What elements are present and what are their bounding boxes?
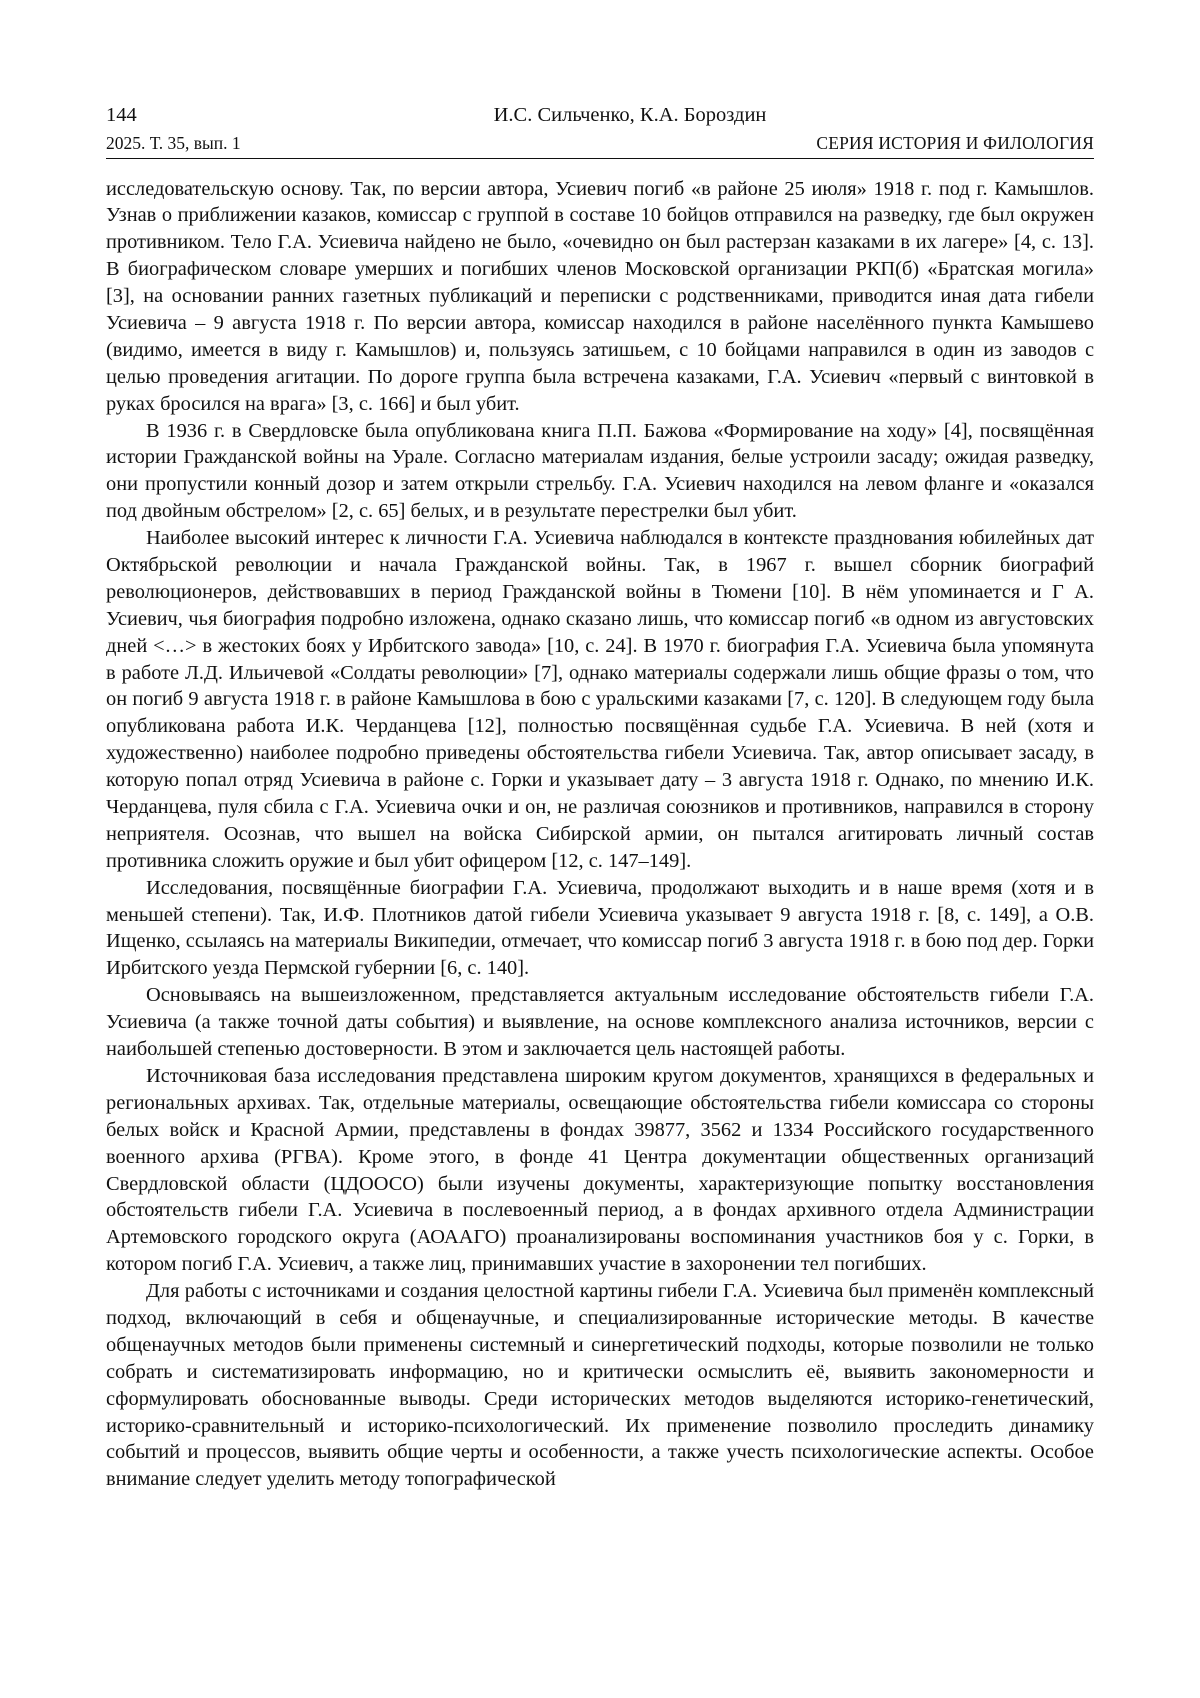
article-body (106, 176, 1094, 1494)
paragraph: Основываясь на вышеизложенном, представляется актуальным исследование обстоятельств гибели Г.А. Усиевича (а также точной даты события) и выявление, на основе комплексного анализа источников, версии с наибольшей степенью достоверности. В этом и заключается цель настоящей работы. (106, 984, 1094, 1061)
journal-issue: 2025. Т. 35, вып. 1 (106, 132, 241, 153)
paragraph: Наиболее высокий интерес к личности Г.А. Усиевича наблюдался в контексте празднования юбилейных дат Октябрьской революции и начала Гражданской войны. Так, в 1967 г. вышел сборник биографий революционеров, действовавших в период Гражданской войны в Тюмени [10]. В нём упоминается и Г А. Усиевич, чья биография подробно изложена, однако сказано лишь, что комиссар погиб «в одном из августовских дней <…> в жестоких боях у Ирбитского завода» [10, с. 24]. В 1970 г. биография Г.А. Усиевича была упомянута в работе Л.Д. Ильичевой «Солдаты революции» [7], однако материалы содержали лишь общие фразы о том, что он погиб 9 августа 1918 г. в районе Камышлова в бою с уральскими казаками [7, с. 120]. В следующем году была опубликована работа И.К. Черданцева [12], полностью посвящённая судьбе Г.А. Усиевича. В ней (хотя и художественно) наиболее подробно приведены обстоятельства гибели Усиевича. Так, автор описывает засаду, в которую попал отряд Усиевича в районе с. Горки и указывает дату – 3 августа 1918 г. Однако, по мнению И.К. Черданцева, пуля сбила с Г.А. Усиевича очки и он, не различая союзников и противников, направился в сторону неприятеля. Осознав, что вышел на войска Сибирской армии, он пытался агитировать личный состав противника сложить оружие и был убит офицером [12, с. 147–149]. (106, 527, 1094, 872)
paragraph: Источниковая база исследования представлена широким кругом документов, хранящихся в федеральных и региональных архивах. Так, отдельные материалы, освещающие обстоятельства гибели комиссара со стороны белых войск и Красной Армии, представлены в фондах 39877, 3562 и 1334 Российского государственного военного архива (РГВА). Кроме этого, в фонде 41 Центра документации общественных организаций Свердловской области (ЦДООСО) были изучены документы, характеризующие попытку восстановления обстоятельств гибели Г.А. Усиевича в послевоенный период, а в фондах архивного отдела Администрации Артемовского городского округа (АОААГО) проанализированы воспоминания участников боя у с. Горки, в котором погиб Г.А. Усиевич, а также лиц, принимавших участие в захоронении тел погибших. (106, 1064, 1094, 1276)
paragraph: Для работы с источниками и создания целостной картины гибели Г.А. Усиевича был применён комплексный подход, включающий в себя и общенаучные, и специализированные исторические методы. В качестве общенаучных методов были применены системный и синергетический подходы, которые позволили не только собрать и систематизировать информацию, но и критически осмыслить её, выявить закономерности и сформулировать обоснованные выводы. Среди исторических методов выделяются историко-генетический, историко-сравнительный и историко-психологический. Их применение позволило проследить динамику событий и процессов, выявить общие черты и особенности, а также учесть психологические аспекты. Особое внимание следует уделить методу топографической (106, 1280, 1094, 1491)
paragraph: исследовательскую основу. Так, по версии автора, Усиевич погиб «в районе 25 июля» 1918 г. под г. Камышлов. Узнав о приближении казаков, комиссар с группой в составе 10 бойцов отправился на разведку, где был окружен противником. Тело Г.А. Усиевича найдено не было, «очевидно он был растерзан казаками в их лагере» [4, с. 13]. В биографическом словаре умерших и погибших членов Московской организации РКП(б) «Братская могила» [3], на основании ранних газетных публикаций и переписки с родственниками, приводится иная дата гибели Усиевича – 9 августа 1918 г. По версии автора, комиссар находился в районе населённого пункта Камышево (видимо, имеется в виду г. Камышлов) и, пользуясь затишьем, с 10 бойцами направился в один из заводов с целью проведения агитации. По дороге группа была встречена казаками, Г.А. Усиевич «первый с винтовкой в руках бросился на врага» [3, с. 166] и был убит. (106, 177, 1094, 415)
page-header (106, 104, 1094, 127)
page-subheader (106, 133, 1094, 159)
page-number: 144 (106, 104, 137, 126)
paragraph: Исследования, посвящённые биографии Г.А. Усиевича, продолжают выходить и в наше время (хотя и в меньшей степени). Так, И.Ф. Плотников датой гибели Усиевича указывает 9 августа 1918 г. [8, с. 149], а О.В. Ищенко, ссылаясь на материалы Википедии, отмечает, что комиссар погиб 3 августа 1918 г. в бою под дер. Горки Ирбитского уезда Пермской губернии [6, с. 140]. (106, 876, 1094, 980)
paragraph: В 1936 г. в Свердловске была опубликована книга П.П. Бажова «Формирование на ходу» [4], посвящённая истории Гражданской войны на Урале. Согласно материалам издания, белые устроили засаду; ожидая разведку, они пропустили конный дозор и затем открыли стрельбу. Г.А. Усиевич находился на левом фланге и «оказался под двойным обстрелом» [2, с. 65] белых, и в результате перестрелки был убит. (106, 419, 1094, 523)
header-authors: И.С. Сильченко, К.А. Бороздин (493, 104, 767, 126)
journal-series: СЕРИЯ ИСТОРИЯ И ФИЛОЛОГИЯ (816, 132, 1094, 153)
